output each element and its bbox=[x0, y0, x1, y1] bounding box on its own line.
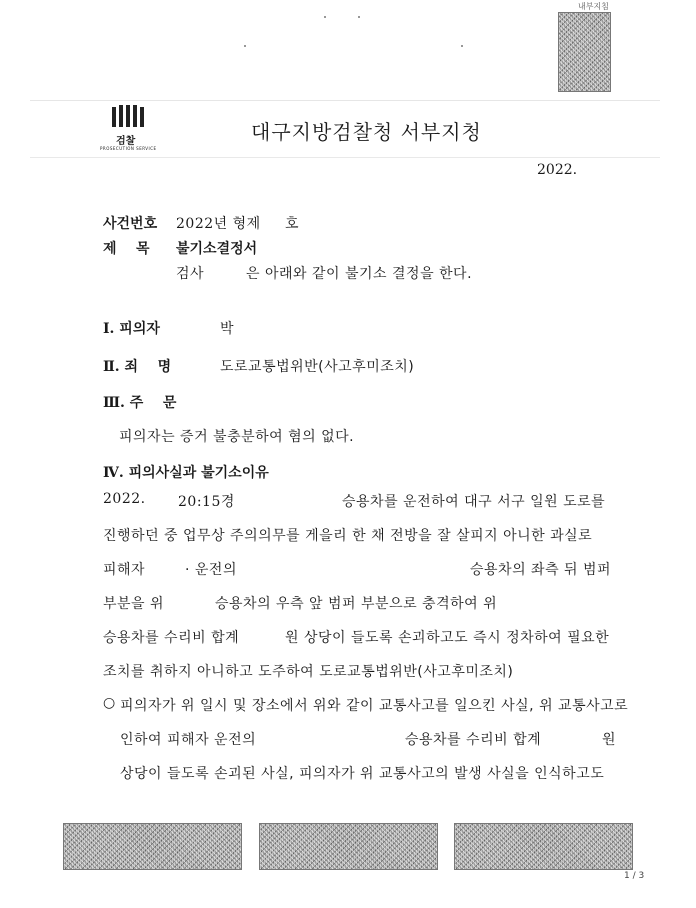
redacted-stamp bbox=[63, 823, 242, 870]
prosecution-emblem-icon bbox=[110, 105, 150, 129]
prosecutor-text: 은 아래와 같이 불기소 결정을 한다. bbox=[246, 266, 473, 282]
section-suspect-value: 박 bbox=[220, 321, 235, 337]
facts-line-3b: · 운전의 bbox=[185, 562, 237, 578]
prosecutor-label: 검사 bbox=[176, 266, 205, 282]
facts-line-1c: 승용차를 운전하여 대구 서구 일원 도로를 bbox=[342, 494, 606, 510]
facts-line-4a: 부분을 위 bbox=[103, 596, 165, 612]
scan-line bbox=[30, 100, 660, 101]
section-charge-value: 도로교통법위반(사고후미조치) bbox=[220, 359, 415, 375]
office-title: 대구지방검찰청 서부지청 bbox=[251, 120, 482, 144]
document-date: 2022. bbox=[537, 162, 578, 178]
redacted-stamp bbox=[558, 12, 611, 92]
scan-dot bbox=[358, 16, 360, 18]
header-rule bbox=[30, 157, 660, 158]
bullet-line-2c: 원 bbox=[602, 732, 617, 748]
facts-line-6: 조치를 취하지 아니하고 도주하여 도로교통법위반(사고후미조치) bbox=[103, 664, 514, 680]
section-order-label: Ⅲ. 주 문 bbox=[103, 395, 177, 411]
logo-text: 검찰 bbox=[116, 136, 136, 147]
bullet-line-2a: 인하여 피해자 운전의 bbox=[120, 732, 257, 748]
section-charge-label: Ⅱ. 죄 명 bbox=[103, 359, 172, 375]
redacted-stamp bbox=[454, 823, 633, 870]
stamp-label: 내부지침 bbox=[578, 2, 609, 11]
facts-line-5a: 승용차를 수리비 합계 bbox=[103, 630, 240, 646]
page-number: 1 / 3 bbox=[624, 871, 645, 881]
bullet-line-3: 상당이 들도록 손괴된 사실, 피의자가 위 교통사고의 발생 사실을 인식하고도 bbox=[120, 766, 605, 782]
facts-line-3c: 승용차의 좌측 뒤 범퍼 bbox=[470, 562, 612, 578]
prosecution-logo bbox=[100, 105, 160, 157]
title-value: 불기소결정서 bbox=[176, 241, 258, 257]
scan-dot bbox=[324, 16, 326, 18]
section-facts-label: Ⅳ. 피의사실과 불기소이유 bbox=[103, 465, 269, 481]
case-number-suffix: 호 bbox=[285, 216, 300, 232]
facts-line-2: 진행하던 중 업무상 주의의무를 게을리 한 채 전방을 잘 살피지 아니한 과실로 bbox=[103, 528, 593, 544]
facts-line-5b: 원 상당이 들도록 손괴하고도 즉시 정차하여 필요한 bbox=[285, 630, 610, 646]
logo-subtext: PROSECUTION SERVICE bbox=[100, 146, 157, 151]
case-number-label: 사건번호 bbox=[103, 216, 158, 232]
bullet-line-2b: 승용차를 수리비 합계 bbox=[405, 732, 542, 748]
section-order-value: 피의자는 증거 불충분하여 혐의 없다. bbox=[119, 429, 355, 445]
bullet-marker: ○ bbox=[103, 695, 116, 711]
redacted-stamp bbox=[259, 823, 438, 870]
section-suspect-label: Ⅰ. 피의자 bbox=[103, 321, 160, 337]
scan-dot bbox=[461, 45, 463, 47]
title-label: 제 목 bbox=[103, 241, 150, 257]
facts-line-3a: 피해자 bbox=[103, 562, 146, 578]
scan-dot bbox=[244, 45, 246, 47]
bullet-line-1: 피의자가 위 일시 및 장소에서 위와 같이 교통사고를 일으킨 사실, 위 교통사고로 bbox=[120, 698, 629, 714]
case-number-value: 2022년 형제 bbox=[176, 216, 261, 232]
facts-line-4b: 승용차의 우측 앞 범퍼 부분으로 충격하여 위 bbox=[215, 596, 498, 612]
facts-line-1a: 2022. bbox=[103, 491, 146, 507]
facts-line-1b: 20:15경 bbox=[178, 494, 235, 510]
